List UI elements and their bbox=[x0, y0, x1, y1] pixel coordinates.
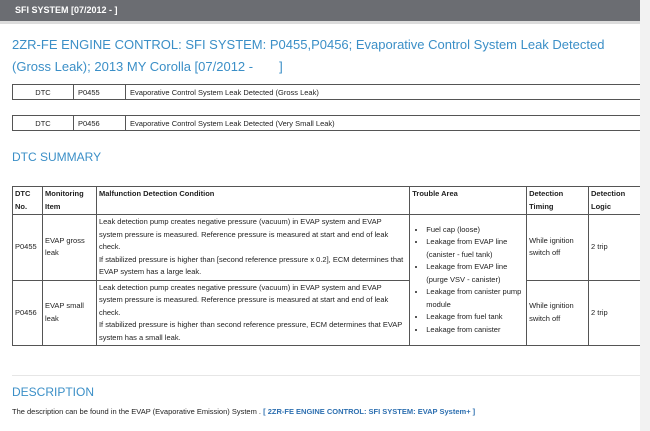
table-row bbox=[13, 85, 643, 100]
description-body: The description can be found in the EVAP (Evaporative Emission) System . bbox=[12, 407, 262, 416]
timing-cell: While ignition switch off bbox=[527, 215, 589, 281]
dtc-label: DTC bbox=[13, 85, 74, 100]
dtc-code: P0455 bbox=[74, 85, 126, 100]
condition-text: Leak detection pump creates negative pressure (vacuum) in EVAP system and EVAP system pressure is measured. Reference pressure is measured at start and end of leak check. bbox=[98, 217, 389, 251]
dtc-cell: P0456 bbox=[13, 280, 43, 346]
table-header-row bbox=[13, 187, 643, 215]
dtc-label: DTC bbox=[13, 116, 74, 131]
table-row bbox=[13, 280, 643, 346]
header-divider bbox=[0, 21, 640, 24]
dtc-description: Evaporative Control System Leak Detected (Very Small Leak) bbox=[126, 116, 643, 131]
dtc-summary-heading: DTC SUMMARY bbox=[12, 150, 102, 164]
section-divider bbox=[12, 375, 642, 376]
condition-cell bbox=[96, 280, 409, 346]
table-row bbox=[13, 215, 643, 281]
dtc-table-p0455 bbox=[12, 84, 643, 100]
section-header-bar bbox=[0, 0, 640, 21]
header-malfunction-condition: Malfunction Detection Condition bbox=[96, 187, 409, 215]
monitoring-item-cell: EVAP gross leak bbox=[42, 215, 96, 281]
page-title-end: ] bbox=[279, 59, 283, 74]
evap-system-link[interactable]: [ 2ZR-FE ENGINE CONTROL: SFI SYSTEM: EVAP System+ ] bbox=[263, 407, 476, 416]
header-detection-logic: Detection Logic bbox=[589, 187, 643, 215]
dtc-summary-table bbox=[12, 186, 643, 346]
description-heading: DESCRIPTION bbox=[12, 385, 95, 399]
trouble-area-cell bbox=[410, 215, 527, 346]
scrollbar-track[interactable] bbox=[640, 0, 650, 431]
list-item: • Leakage from canister bbox=[426, 324, 524, 337]
list-item: • Leakage from fuel tank bbox=[426, 311, 524, 324]
list-item: • Leakage from EVAP line (canister - fuel tank) bbox=[426, 236, 524, 261]
list-item: • Leakage from EVAP line (purge VSV - canister) bbox=[426, 261, 524, 286]
header-trouble-area: Trouble Area bbox=[410, 187, 527, 215]
header-monitoring-item: Monitoring Item bbox=[42, 187, 96, 215]
page-title bbox=[12, 34, 632, 78]
page-title-text: 2ZR-FE ENGINE CONTROL: SFI SYSTEM: P0455,P0456; Evaporative Control System Leak Detected (Gross Leak); 2013 MY Corolla [07/2012 - bbox=[12, 37, 605, 74]
dtc-code: P0456 bbox=[74, 116, 126, 131]
dtc-table-p0456 bbox=[12, 115, 643, 131]
section-header-text: SFI SYSTEM [07/2012 - ] bbox=[15, 5, 118, 15]
list-item: • Leakage from canister pump module bbox=[426, 286, 524, 311]
header-detection-timing: Detection Timing bbox=[527, 187, 589, 215]
monitoring-item-cell: EVAP small leak bbox=[42, 280, 96, 346]
condition-text: Leak detection pump creates negative pressure (vacuum) in EVAP system and EVAP system pressure is measured. Reference pressure is measured at start and end of leak check. bbox=[98, 282, 389, 317]
table-row bbox=[13, 116, 643, 131]
dtc-cell: P0455 bbox=[13, 215, 43, 281]
list-item: • Fuel cap (loose) bbox=[426, 224, 524, 237]
condition-text: If stabilized pressure is higher than [second reference pressure x 0.2], ECM determines that EVAP system has a large leak. bbox=[98, 254, 404, 276]
header-dtc-no: DTC No. bbox=[13, 187, 43, 215]
logic-cell: 2 trip bbox=[589, 215, 643, 281]
description-text bbox=[12, 407, 475, 416]
dtc-description: Evaporative Control System Leak Detected (Gross Leak) bbox=[126, 85, 643, 100]
condition-cell bbox=[96, 215, 409, 281]
logic-cell: 2 trip bbox=[589, 280, 643, 346]
condition-text: If stabilized pressure is higher than second reference pressure, ECM determines that EVAP system has a small leak. bbox=[98, 320, 403, 342]
trouble-area-list bbox=[412, 224, 524, 337]
timing-cell: While ignition switch off bbox=[527, 280, 589, 346]
